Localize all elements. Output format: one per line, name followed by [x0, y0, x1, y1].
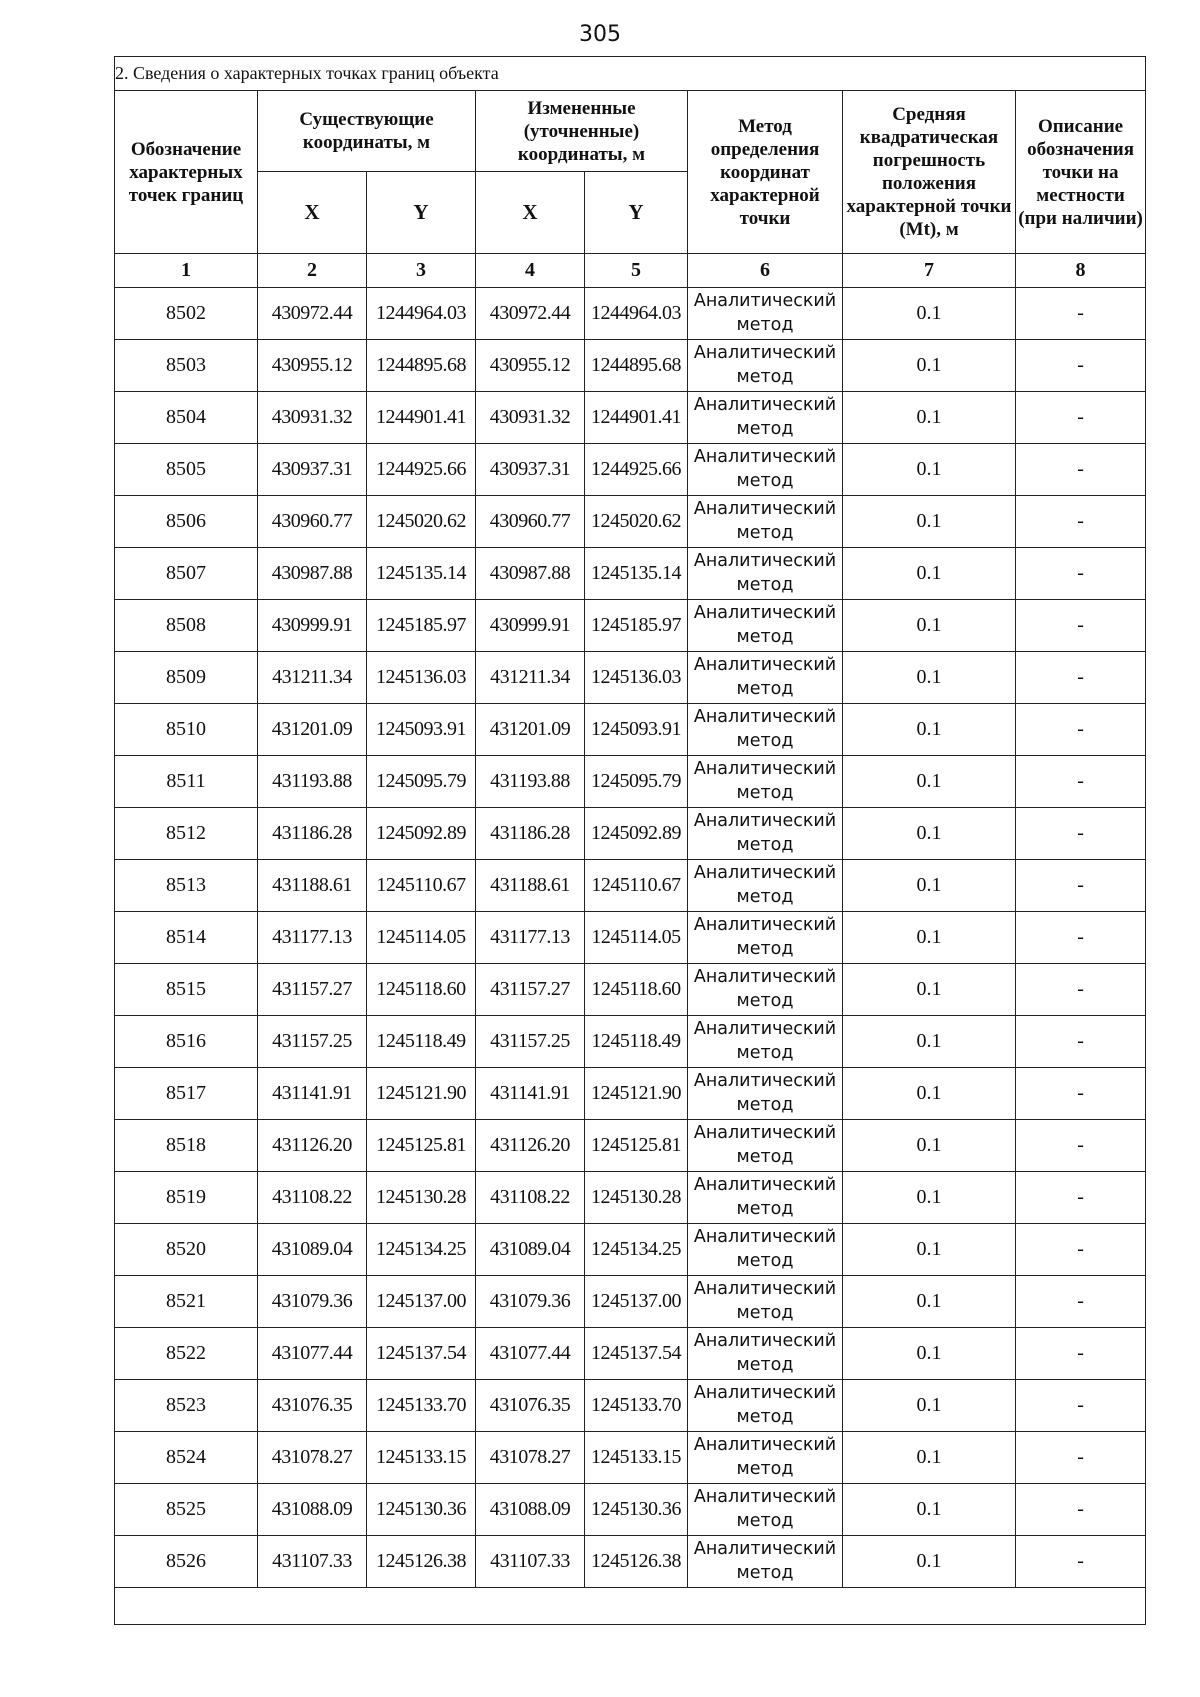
- changed-y-cell: 1244964.03: [585, 288, 688, 340]
- point-designation-cell: 8507: [115, 548, 258, 600]
- existing-x-cell: 430999.91: [258, 600, 367, 652]
- changed-x-cell: 431079.36: [476, 1276, 585, 1328]
- existing-x-cell: 431177.13: [258, 912, 367, 964]
- table-row: [115, 756, 1146, 808]
- existing-x-cell: 431157.25: [258, 1016, 367, 1068]
- existing-y-cell: 1245185.97: [367, 600, 476, 652]
- point-designation-cell: 8520: [115, 1224, 258, 1276]
- existing-y-cell: 1245133.15: [367, 1432, 476, 1484]
- changed-y-cell: 1245137.54: [585, 1328, 688, 1380]
- changed-x-cell: 431078.27: [476, 1432, 585, 1484]
- error-mt-cell: 0.1: [843, 1016, 1016, 1068]
- existing-y-cell: 1245137.00: [367, 1276, 476, 1328]
- error-mt-cell: 0.1: [843, 1432, 1016, 1484]
- header-changed-y: Y: [585, 172, 688, 254]
- column-number: 2: [258, 254, 367, 288]
- changed-x-cell: 431201.09: [476, 704, 585, 756]
- error-mt-cell: 0.1: [843, 1068, 1016, 1120]
- existing-x-cell: 431078.27: [258, 1432, 367, 1484]
- point-designation-cell: 8525: [115, 1484, 258, 1536]
- table-row: [115, 1016, 1146, 1068]
- existing-y-cell: 1245095.79: [367, 756, 476, 808]
- existing-y-cell: 1245130.28: [367, 1172, 476, 1224]
- table-row: [115, 964, 1146, 1016]
- existing-y-cell: 1244925.66: [367, 444, 476, 496]
- method-cell: Аналитический метод: [688, 288, 843, 340]
- error-mt-cell: 0.1: [843, 340, 1016, 392]
- changed-y-cell: 1245118.49: [585, 1016, 688, 1068]
- changed-y-cell: 1245130.36: [585, 1484, 688, 1536]
- method-cell: Аналитический метод: [688, 1484, 843, 1536]
- existing-y-cell: 1245130.36: [367, 1484, 476, 1536]
- method-cell: Аналитический метод: [688, 652, 843, 704]
- method-cell: Аналитический метод: [688, 756, 843, 808]
- description-cell: -: [1016, 860, 1146, 912]
- method-cell: Аналитический метод: [688, 1120, 843, 1172]
- existing-x-cell: 431089.04: [258, 1224, 367, 1276]
- existing-y-cell: 1245118.49: [367, 1016, 476, 1068]
- changed-y-cell: 1245114.05: [585, 912, 688, 964]
- column-number: 4: [476, 254, 585, 288]
- point-designation-cell: 8510: [115, 704, 258, 756]
- point-designation-cell: 8502: [115, 288, 258, 340]
- existing-y-cell: 1245133.70: [367, 1380, 476, 1432]
- changed-x-cell: 431157.27: [476, 964, 585, 1016]
- error-mt-cell: 0.1: [843, 1172, 1016, 1224]
- changed-x-cell: 431107.33: [476, 1536, 585, 1588]
- existing-y-cell: 1245135.14: [367, 548, 476, 600]
- description-cell: -: [1016, 1484, 1146, 1536]
- existing-y-cell: 1245114.05: [367, 912, 476, 964]
- point-designation-cell: 8511: [115, 756, 258, 808]
- method-cell: Аналитический метод: [688, 1172, 843, 1224]
- point-designation-cell: 8523: [115, 1380, 258, 1432]
- changed-y-cell: 1245020.62: [585, 496, 688, 548]
- changed-x-cell: 431157.25: [476, 1016, 585, 1068]
- existing-x-cell: 431108.22: [258, 1172, 367, 1224]
- description-cell: -: [1016, 392, 1146, 444]
- point-designation-cell: 8515: [115, 964, 258, 1016]
- existing-x-cell: 431077.44: [258, 1328, 367, 1380]
- table-row: [115, 340, 1146, 392]
- existing-y-cell: 1245121.90: [367, 1068, 476, 1120]
- header-changed-coordinates: Измененные (уточненные) координаты, м: [476, 91, 688, 172]
- changed-y-cell: 1244901.41: [585, 392, 688, 444]
- point-designation-cell: 8513: [115, 860, 258, 912]
- error-mt-cell: 0.1: [843, 860, 1016, 912]
- point-designation-cell: 8503: [115, 340, 258, 392]
- existing-x-cell: 431193.88: [258, 756, 367, 808]
- header-existing-x: X: [258, 172, 367, 254]
- existing-x-cell: 431186.28: [258, 808, 367, 860]
- changed-y-cell: 1245125.81: [585, 1120, 688, 1172]
- method-cell: Аналитический метод: [688, 340, 843, 392]
- table-row: [115, 392, 1146, 444]
- column-number: 3: [367, 254, 476, 288]
- changed-x-cell: 430931.32: [476, 392, 585, 444]
- column-number: 6: [688, 254, 843, 288]
- existing-x-cell: 430960.77: [258, 496, 367, 548]
- table-row: [115, 1172, 1146, 1224]
- error-mt-cell: 0.1: [843, 912, 1016, 964]
- error-mt-cell: 0.1: [843, 392, 1016, 444]
- method-cell: Аналитический метод: [688, 860, 843, 912]
- header-method: Метод определения координат характерной точки: [688, 91, 843, 254]
- point-designation-cell: 8504: [115, 392, 258, 444]
- changed-y-cell: 1245137.00: [585, 1276, 688, 1328]
- point-designation-cell: 8526: [115, 1536, 258, 1588]
- existing-x-cell: 431188.61: [258, 860, 367, 912]
- table-row: [115, 548, 1146, 600]
- existing-y-cell: 1245093.91: [367, 704, 476, 756]
- method-cell: Аналитический метод: [688, 392, 843, 444]
- changed-x-cell: 431089.04: [476, 1224, 585, 1276]
- description-cell: -: [1016, 1172, 1146, 1224]
- changed-y-cell: 1245133.15: [585, 1432, 688, 1484]
- changed-x-cell: 431141.91: [476, 1068, 585, 1120]
- changed-y-cell: 1245134.25: [585, 1224, 688, 1276]
- existing-x-cell: 431088.09: [258, 1484, 367, 1536]
- changed-y-cell: 1245185.97: [585, 600, 688, 652]
- point-designation-cell: 8522: [115, 1328, 258, 1380]
- error-mt-cell: 0.1: [843, 288, 1016, 340]
- error-mt-cell: 0.1: [843, 444, 1016, 496]
- page-number: 305: [579, 22, 621, 47]
- existing-y-cell: 1244895.68: [367, 340, 476, 392]
- existing-x-cell: 431076.35: [258, 1380, 367, 1432]
- point-designation-cell: 8516: [115, 1016, 258, 1068]
- changed-x-cell: 430937.31: [476, 444, 585, 496]
- existing-y-cell: 1245136.03: [367, 652, 476, 704]
- table-row: [115, 1276, 1146, 1328]
- existing-x-cell: 431107.33: [258, 1536, 367, 1588]
- description-cell: -: [1016, 1276, 1146, 1328]
- changed-x-cell: 430972.44: [476, 288, 585, 340]
- point-designation-cell: 8519: [115, 1172, 258, 1224]
- method-cell: Аналитический метод: [688, 600, 843, 652]
- existing-y-cell: 1245110.67: [367, 860, 476, 912]
- table-row: [115, 1536, 1146, 1588]
- column-number: 5: [585, 254, 688, 288]
- changed-y-cell: 1245093.91: [585, 704, 688, 756]
- method-cell: Аналитический метод: [688, 1224, 843, 1276]
- method-cell: Аналитический метод: [688, 1380, 843, 1432]
- existing-y-cell: 1245125.81: [367, 1120, 476, 1172]
- changed-y-cell: 1245133.70: [585, 1380, 688, 1432]
- changed-x-cell: 431077.44: [476, 1328, 585, 1380]
- point-designation-cell: 8517: [115, 1068, 258, 1120]
- existing-x-cell: 431201.09: [258, 704, 367, 756]
- description-cell: -: [1016, 1380, 1146, 1432]
- error-mt-cell: 0.1: [843, 496, 1016, 548]
- description-cell: -: [1016, 1224, 1146, 1276]
- changed-y-cell: 1245130.28: [585, 1172, 688, 1224]
- existing-x-cell: 430987.88: [258, 548, 367, 600]
- error-mt-cell: 0.1: [843, 1120, 1016, 1172]
- table-row: [115, 1068, 1146, 1120]
- table-row: [115, 808, 1146, 860]
- table-footer-row: [115, 1588, 1146, 1625]
- error-mt-cell: 0.1: [843, 548, 1016, 600]
- changed-x-cell: 431108.22: [476, 1172, 585, 1224]
- column-number: 8: [1016, 254, 1146, 288]
- description-cell: -: [1016, 1120, 1146, 1172]
- description-cell: -: [1016, 1016, 1146, 1068]
- header-existing-y: Y: [367, 172, 476, 254]
- changed-y-cell: 1245126.38: [585, 1536, 688, 1588]
- point-designation-cell: 8514: [115, 912, 258, 964]
- description-cell: -: [1016, 1432, 1146, 1484]
- table-row: [115, 652, 1146, 704]
- method-cell: Аналитический метод: [688, 704, 843, 756]
- error-mt-cell: 0.1: [843, 1380, 1016, 1432]
- table-row: [115, 600, 1146, 652]
- table-body: [115, 288, 1146, 1588]
- method-cell: Аналитический метод: [688, 1432, 843, 1484]
- header-existing-coordinates: Существующие координаты, м: [258, 91, 476, 172]
- error-mt-cell: 0.1: [843, 600, 1016, 652]
- changed-x-cell: 430955.12: [476, 340, 585, 392]
- error-mt-cell: 0.1: [843, 808, 1016, 860]
- existing-y-cell: 1245137.54: [367, 1328, 476, 1380]
- error-mt-cell: 0.1: [843, 704, 1016, 756]
- error-mt-cell: 0.1: [843, 964, 1016, 1016]
- existing-x-cell: 430972.44: [258, 288, 367, 340]
- table-row: [115, 288, 1146, 340]
- error-mt-cell: 0.1: [843, 652, 1016, 704]
- changed-x-cell: 431211.34: [476, 652, 585, 704]
- changed-y-cell: 1245135.14: [585, 548, 688, 600]
- error-mt-cell: 0.1: [843, 1536, 1016, 1588]
- description-cell: -: [1016, 1068, 1146, 1120]
- column-number: 7: [843, 254, 1016, 288]
- existing-x-cell: 430937.31: [258, 444, 367, 496]
- header-changed-x: X: [476, 172, 585, 254]
- method-cell: Аналитический метод: [688, 1536, 843, 1588]
- table-row: [115, 1224, 1146, 1276]
- point-designation-cell: 8512: [115, 808, 258, 860]
- point-designation-cell: 8524: [115, 1432, 258, 1484]
- table-row: [115, 704, 1146, 756]
- description-cell: -: [1016, 1536, 1146, 1588]
- description-cell: -: [1016, 548, 1146, 600]
- error-mt-cell: 0.1: [843, 1276, 1016, 1328]
- changed-x-cell: 430987.88: [476, 548, 585, 600]
- table-row: [115, 1380, 1146, 1432]
- method-cell: Аналитический метод: [688, 964, 843, 1016]
- header-designation: Обозначение характерных точек границ: [115, 91, 258, 254]
- column-number: 1: [115, 254, 258, 288]
- description-cell: -: [1016, 444, 1146, 496]
- changed-y-cell: 1244925.66: [585, 444, 688, 496]
- description-cell: -: [1016, 1328, 1146, 1380]
- description-cell: -: [1016, 288, 1146, 340]
- point-designation-cell: 8518: [115, 1120, 258, 1172]
- method-cell: Аналитический метод: [688, 1016, 843, 1068]
- header-error: Средняя квадратическая погрешность положения характерной точки (Mt), м: [843, 91, 1016, 254]
- changed-y-cell: 1245136.03: [585, 652, 688, 704]
- changed-y-cell: 1245110.67: [585, 860, 688, 912]
- existing-x-cell: 430931.32: [258, 392, 367, 444]
- description-cell: -: [1016, 964, 1146, 1016]
- header-description: Описание обозначения точки на местности (при наличии): [1016, 91, 1146, 254]
- changed-x-cell: 430999.91: [476, 600, 585, 652]
- method-cell: Аналитический метод: [688, 808, 843, 860]
- changed-y-cell: 1244895.68: [585, 340, 688, 392]
- description-cell: -: [1016, 340, 1146, 392]
- point-designation-cell: 8508: [115, 600, 258, 652]
- point-designation-cell: 8509: [115, 652, 258, 704]
- changed-x-cell: 431076.35: [476, 1380, 585, 1432]
- existing-x-cell: 431157.27: [258, 964, 367, 1016]
- existing-y-cell: 1245118.60: [367, 964, 476, 1016]
- existing-y-cell: 1244901.41: [367, 392, 476, 444]
- description-cell: -: [1016, 704, 1146, 756]
- changed-x-cell: 430960.77: [476, 496, 585, 548]
- changed-y-cell: 1245121.90: [585, 1068, 688, 1120]
- existing-x-cell: 431079.36: [258, 1276, 367, 1328]
- method-cell: Аналитический метод: [688, 496, 843, 548]
- existing-y-cell: 1245126.38: [367, 1536, 476, 1588]
- point-designation-cell: 8506: [115, 496, 258, 548]
- description-cell: -: [1016, 600, 1146, 652]
- changed-x-cell: 431188.61: [476, 860, 585, 912]
- method-cell: Аналитический метод: [688, 1068, 843, 1120]
- table-row: [115, 1484, 1146, 1536]
- table-row: [115, 912, 1146, 964]
- error-mt-cell: 0.1: [843, 756, 1016, 808]
- description-cell: -: [1016, 652, 1146, 704]
- changed-x-cell: 431088.09: [476, 1484, 585, 1536]
- description-cell: -: [1016, 912, 1146, 964]
- boundary-points-table: [114, 56, 1146, 1625]
- changed-x-cell: 431126.20: [476, 1120, 585, 1172]
- table-row: [115, 1328, 1146, 1380]
- table-row: [115, 496, 1146, 548]
- existing-y-cell: 1245092.89: [367, 808, 476, 860]
- method-cell: Аналитический метод: [688, 912, 843, 964]
- table-row: [115, 860, 1146, 912]
- description-cell: -: [1016, 808, 1146, 860]
- existing-y-cell: 1245134.25: [367, 1224, 476, 1276]
- description-cell: -: [1016, 756, 1146, 808]
- existing-x-cell: 431126.20: [258, 1120, 367, 1172]
- method-cell: Аналитический метод: [688, 444, 843, 496]
- existing-y-cell: 1244964.03: [367, 288, 476, 340]
- section-title: 2. Сведения о характерных точках границ объекта: [115, 57, 1146, 91]
- changed-y-cell: 1245092.89: [585, 808, 688, 860]
- error-mt-cell: 0.1: [843, 1224, 1016, 1276]
- existing-x-cell: 431141.91: [258, 1068, 367, 1120]
- table-row: [115, 444, 1146, 496]
- changed-x-cell: 431177.13: [476, 912, 585, 964]
- changed-y-cell: 1245095.79: [585, 756, 688, 808]
- changed-y-cell: 1245118.60: [585, 964, 688, 1016]
- table-row: [115, 1120, 1146, 1172]
- point-designation-cell: 8521: [115, 1276, 258, 1328]
- existing-y-cell: 1245020.62: [367, 496, 476, 548]
- point-designation-cell: 8505: [115, 444, 258, 496]
- method-cell: Аналитический метод: [688, 548, 843, 600]
- method-cell: Аналитический метод: [688, 1276, 843, 1328]
- error-mt-cell: 0.1: [843, 1328, 1016, 1380]
- existing-x-cell: 430955.12: [258, 340, 367, 392]
- method-cell: Аналитический метод: [688, 1328, 843, 1380]
- existing-x-cell: 431211.34: [258, 652, 367, 704]
- description-cell: -: [1016, 496, 1146, 548]
- changed-x-cell: 431186.28: [476, 808, 585, 860]
- table-row: [115, 1432, 1146, 1484]
- error-mt-cell: 0.1: [843, 1484, 1016, 1536]
- changed-x-cell: 431193.88: [476, 756, 585, 808]
